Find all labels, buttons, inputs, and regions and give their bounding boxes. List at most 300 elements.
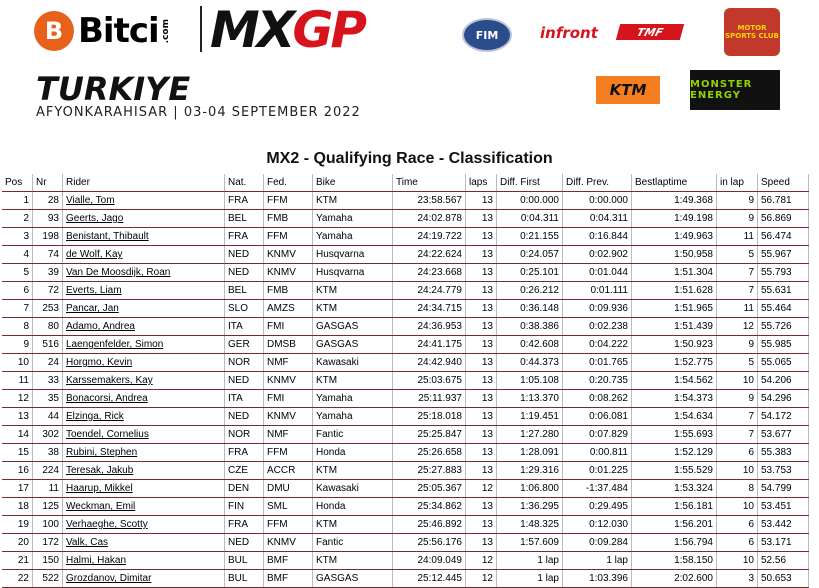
- table-row: [2, 480, 809, 498]
- table-row: [2, 336, 809, 354]
- bike-cell: GASGAS: [313, 318, 393, 336]
- nr-cell: 74: [33, 246, 63, 264]
- fed-cell: DMSB: [264, 336, 313, 354]
- bestlaptime-cell: 1:54.634: [632, 408, 717, 426]
- fed-cell: FMI: [264, 318, 313, 336]
- rider-link[interactable]: Haarup, Mikkel: [63, 480, 225, 498]
- nr-cell: 44: [33, 408, 63, 426]
- speed-cell: 56.474: [758, 228, 809, 246]
- nat-cell: BUL: [225, 552, 264, 570]
- col-nat: Nat.: [225, 174, 264, 192]
- rider-link[interactable]: Halmi, Hakan: [63, 552, 225, 570]
- logo-divider: [200, 6, 202, 52]
- bestlaptime-cell: 1:56.201: [632, 516, 717, 534]
- diff-first-cell: 1:29.316: [497, 462, 563, 480]
- bestlaptime-cell: 1:53.324: [632, 480, 717, 498]
- bike-cell: Honda: [313, 498, 393, 516]
- diff-prev-cell: 0:09.284: [563, 534, 632, 552]
- nat-cell: BEL: [225, 282, 264, 300]
- nat-cell: BEL: [225, 210, 264, 228]
- motor-sports-club-logo: MOTOR SPORTS CLUB: [724, 8, 780, 56]
- nat-cell: NED: [225, 534, 264, 552]
- time-cell: 25:25.847: [393, 426, 466, 444]
- in-lap-cell: 11: [717, 228, 758, 246]
- diff-prev-cell: 0:12.030: [563, 516, 632, 534]
- diff-prev-cell: 0:01.225: [563, 462, 632, 480]
- in-lap-cell: 10: [717, 498, 758, 516]
- bike-cell: GASGAS: [313, 570, 393, 588]
- bestlaptime-cell: 1:50.923: [632, 336, 717, 354]
- ktm-logo: KTM: [596, 76, 660, 104]
- time-cell: 23:58.567: [393, 192, 466, 210]
- table-row: [2, 210, 809, 228]
- speed-cell: 55.967: [758, 246, 809, 264]
- table-row: [2, 534, 809, 552]
- bestlaptime-cell: 1:51.439: [632, 318, 717, 336]
- diff-prev-cell: -1:37.484: [563, 480, 632, 498]
- nr-cell: 72: [33, 282, 63, 300]
- rider-link[interactable]: Laengenfelder, Simon: [63, 336, 225, 354]
- laps-cell: 13: [466, 192, 497, 210]
- speed-cell: 55.726: [758, 318, 809, 336]
- laps-cell: 13: [466, 354, 497, 372]
- speed-cell: 53.171: [758, 534, 809, 552]
- laps-cell: 13: [466, 516, 497, 534]
- event-title: TURKIYE: [36, 70, 191, 108]
- col-fed: Fed.: [264, 174, 313, 192]
- laps-cell: 13: [466, 462, 497, 480]
- table-row: [2, 300, 809, 318]
- pos-cell: 6: [2, 282, 33, 300]
- table-row: [2, 462, 809, 480]
- in-lap-cell: 10: [717, 372, 758, 390]
- rider-link[interactable]: Everts, Liam: [63, 282, 225, 300]
- bike-cell: Yamaha: [313, 390, 393, 408]
- time-cell: 24:41.175: [393, 336, 466, 354]
- laps-cell: 13: [466, 318, 497, 336]
- pos-cell: 22: [2, 570, 33, 588]
- diff-first-cell: 1:06.800: [497, 480, 563, 498]
- bike-cell: GASGAS: [313, 336, 393, 354]
- fed-cell: FFM: [264, 516, 313, 534]
- time-cell: 24:42.940: [393, 354, 466, 372]
- in-lap-cell: 7: [717, 264, 758, 282]
- rider-link[interactable]: Verhaeghe, Scotty: [63, 516, 225, 534]
- pos-cell: 20: [2, 534, 33, 552]
- speed-cell: 53.451: [758, 498, 809, 516]
- pos-cell: 9: [2, 336, 33, 354]
- nat-cell: FRA: [225, 516, 264, 534]
- laps-cell: 13: [466, 336, 497, 354]
- classification-rows: [2, 192, 809, 588]
- in-lap-cell: 10: [717, 552, 758, 570]
- pos-cell: 2: [2, 210, 33, 228]
- pos-cell: 11: [2, 372, 33, 390]
- fim-logo: FIM: [462, 18, 512, 52]
- laps-cell: 13: [466, 372, 497, 390]
- bitci-wordmark: Bitci: [78, 11, 159, 51]
- in-lap-cell: 7: [717, 408, 758, 426]
- speed-cell: 55.065: [758, 354, 809, 372]
- bike-cell: Kawasaki: [313, 354, 393, 372]
- table-row: [2, 498, 809, 516]
- nat-cell: GER: [225, 336, 264, 354]
- infront-logo: infront: [540, 24, 598, 42]
- pos-cell: 7: [2, 300, 33, 318]
- nat-cell: BUL: [225, 570, 264, 588]
- bestlaptime-cell: 1:56.181: [632, 498, 717, 516]
- nr-cell: 93: [33, 210, 63, 228]
- bestlaptime-cell: 1:49.368: [632, 192, 717, 210]
- diff-first-cell: 0:38.386: [497, 318, 563, 336]
- fed-cell: DMU: [264, 480, 313, 498]
- nr-cell: 33: [33, 372, 63, 390]
- diff-first-cell: 1 lap: [497, 552, 563, 570]
- pos-cell: 5: [2, 264, 33, 282]
- pos-cell: 1: [2, 192, 33, 210]
- rider-link[interactable]: Van De Moosdijk, Roan: [63, 264, 225, 282]
- mxgp-logo: [210, 1, 364, 59]
- bike-cell: Yamaha: [313, 408, 393, 426]
- nr-cell: 39: [33, 264, 63, 282]
- col-speed: Speed: [758, 174, 809, 192]
- bestlaptime-cell: 1:51.304: [632, 264, 717, 282]
- laps-cell: 13: [466, 228, 497, 246]
- rider-link[interactable]: Valk, Cas: [63, 534, 225, 552]
- rider-link[interactable]: Elzinga, Rick: [63, 408, 225, 426]
- rider-link[interactable]: Weckman, Emil: [63, 498, 225, 516]
- bestlaptime-cell: 1:49.198: [632, 210, 717, 228]
- bike-cell: KTM: [313, 300, 393, 318]
- time-cell: 25:05.367: [393, 480, 466, 498]
- speed-cell: 55.464: [758, 300, 809, 318]
- mxgp-mx: MX: [210, 1, 293, 59]
- fed-cell: FFM: [264, 228, 313, 246]
- nat-cell: FRA: [225, 444, 264, 462]
- nat-cell: NED: [225, 246, 264, 264]
- fed-cell: FFM: [264, 444, 313, 462]
- bike-cell: Kawasaki: [313, 480, 393, 498]
- diff-first-cell: 1:13.370: [497, 390, 563, 408]
- diff-prev-cell: 1:03.396: [563, 570, 632, 588]
- in-lap-cell: 11: [717, 300, 758, 318]
- fed-cell: FMB: [264, 282, 313, 300]
- bike-cell: KTM: [313, 282, 393, 300]
- event-subtitle: AFYONKARAHISAR | 03-04 SEPTEMBER 2022: [36, 105, 361, 120]
- pos-cell: 15: [2, 444, 33, 462]
- speed-cell: 55.631: [758, 282, 809, 300]
- diff-prev-cell: 0:29.495: [563, 498, 632, 516]
- classification-table: [2, 174, 809, 588]
- diff-first-cell: 0:42.608: [497, 336, 563, 354]
- rider-link[interactable]: de Wolf, Kay: [63, 246, 225, 264]
- pos-cell: 8: [2, 318, 33, 336]
- laps-cell: 13: [466, 282, 497, 300]
- table-header-row: [2, 174, 809, 192]
- in-lap-cell: 9: [717, 210, 758, 228]
- table-row: [2, 354, 809, 372]
- time-cell: 25:26.658: [393, 444, 466, 462]
- bestlaptime-cell: 1:52.129: [632, 444, 717, 462]
- fed-cell: FMI: [264, 390, 313, 408]
- rider-link[interactable]: Toendel, Cornelius: [63, 426, 225, 444]
- bestlaptime-cell: 1:51.965: [632, 300, 717, 318]
- pos-cell: 17: [2, 480, 33, 498]
- diff-prev-cell: 0:01.044: [563, 264, 632, 282]
- bestlaptime-cell: 1:52.775: [632, 354, 717, 372]
- col-diff-prev: Diff. Prev.: [563, 174, 632, 192]
- laps-cell: 12: [466, 570, 497, 588]
- diff-prev-cell: 0:01.765: [563, 354, 632, 372]
- diff-prev-cell: 0:02.238: [563, 318, 632, 336]
- in-lap-cell: 9: [717, 390, 758, 408]
- nat-cell: NOR: [225, 426, 264, 444]
- diff-first-cell: 1:57.609: [497, 534, 563, 552]
- tmf-logo: TMF: [616, 24, 684, 40]
- fed-cell: KNMV: [264, 264, 313, 282]
- rider-link[interactable]: Rubini, Stephen: [63, 444, 225, 462]
- fed-cell: BMF: [264, 570, 313, 588]
- bestlaptime-cell: 1:58.150: [632, 552, 717, 570]
- nr-cell: 302: [33, 426, 63, 444]
- pos-cell: 19: [2, 516, 33, 534]
- bike-cell: KTM: [313, 516, 393, 534]
- rider-link[interactable]: Karssemakers, Kay: [63, 372, 225, 390]
- nr-cell: 35: [33, 390, 63, 408]
- nat-cell: ITA: [225, 390, 264, 408]
- table-row: [2, 516, 809, 534]
- nat-cell: FIN: [225, 498, 264, 516]
- fed-cell: FFM: [264, 192, 313, 210]
- bike-cell: Yamaha: [313, 210, 393, 228]
- bike-cell: KTM: [313, 552, 393, 570]
- time-cell: 25:12.445: [393, 570, 466, 588]
- diff-first-cell: 0:21.155: [497, 228, 563, 246]
- in-lap-cell: 12: [717, 318, 758, 336]
- table-row: [2, 372, 809, 390]
- diff-prev-cell: 0:08.262: [563, 390, 632, 408]
- nr-cell: 224: [33, 462, 63, 480]
- pos-cell: 16: [2, 462, 33, 480]
- time-cell: 24:23.668: [393, 264, 466, 282]
- fed-cell: BMF: [264, 552, 313, 570]
- in-lap-cell: 7: [717, 426, 758, 444]
- diff-first-cell: 1:19.451: [497, 408, 563, 426]
- bestlaptime-cell: 2:02.600: [632, 570, 717, 588]
- speed-cell: 54.296: [758, 390, 809, 408]
- time-cell: 24:24.779: [393, 282, 466, 300]
- bike-cell: Fantic: [313, 534, 393, 552]
- pos-cell: 12: [2, 390, 33, 408]
- table-row: [2, 552, 809, 570]
- time-cell: 25:34.862: [393, 498, 466, 516]
- in-lap-cell: 7: [717, 282, 758, 300]
- nr-cell: 38: [33, 444, 63, 462]
- diff-prev-cell: 0:07.829: [563, 426, 632, 444]
- time-cell: 25:56.176: [393, 534, 466, 552]
- nat-cell: NED: [225, 264, 264, 282]
- speed-cell: 54.172: [758, 408, 809, 426]
- nat-cell: ITA: [225, 318, 264, 336]
- nat-cell: NOR: [225, 354, 264, 372]
- time-cell: 25:27.883: [393, 462, 466, 480]
- bestlaptime-cell: 1:49.963: [632, 228, 717, 246]
- in-lap-cell: 6: [717, 534, 758, 552]
- bitci-domain: .com: [160, 18, 171, 44]
- speed-cell: 55.793: [758, 264, 809, 282]
- col-pos: Pos: [2, 174, 33, 192]
- bike-cell: Husqvarna: [313, 246, 393, 264]
- bestlaptime-cell: 1:54.373: [632, 390, 717, 408]
- col-in-lap: in lap: [717, 174, 758, 192]
- pos-cell: 21: [2, 552, 33, 570]
- nat-cell: DEN: [225, 480, 264, 498]
- in-lap-cell: 8: [717, 480, 758, 498]
- laps-cell: 12: [466, 480, 497, 498]
- fed-cell: KNMV: [264, 246, 313, 264]
- nr-cell: 11: [33, 480, 63, 498]
- in-lap-cell: 5: [717, 246, 758, 264]
- laps-cell: 13: [466, 300, 497, 318]
- diff-first-cell: 0:00.000: [497, 192, 563, 210]
- speed-cell: 56.869: [758, 210, 809, 228]
- nr-cell: 253: [33, 300, 63, 318]
- fed-cell: SML: [264, 498, 313, 516]
- in-lap-cell: 9: [717, 192, 758, 210]
- col-rider: Rider: [63, 174, 225, 192]
- speed-cell: 52.56: [758, 552, 809, 570]
- fed-cell: KNMV: [264, 408, 313, 426]
- fed-cell: NMF: [264, 426, 313, 444]
- bike-cell: KTM: [313, 462, 393, 480]
- col-laps: laps: [466, 174, 497, 192]
- diff-first-cell: 0:26.212: [497, 282, 563, 300]
- speed-cell: 54.799: [758, 480, 809, 498]
- diff-prev-cell: 0:00.000: [563, 192, 632, 210]
- nat-cell: NED: [225, 408, 264, 426]
- time-cell: 24:22.624: [393, 246, 466, 264]
- col-diff-first: Diff. First: [497, 174, 563, 192]
- col-bike: Bike: [313, 174, 393, 192]
- nr-cell: 150: [33, 552, 63, 570]
- in-lap-cell: 6: [717, 444, 758, 462]
- rider-link[interactable]: Teresak, Jakub: [63, 462, 225, 480]
- time-cell: 24:19.722: [393, 228, 466, 246]
- nr-cell: 125: [33, 498, 63, 516]
- nr-cell: 100: [33, 516, 63, 534]
- time-cell: 25:46.892: [393, 516, 466, 534]
- rider-link[interactable]: Horgmo, Kevin: [63, 354, 225, 372]
- bestlaptime-cell: 1:55.693: [632, 426, 717, 444]
- speed-cell: 54.206: [758, 372, 809, 390]
- table-row: [2, 264, 809, 282]
- laps-cell: 13: [466, 444, 497, 462]
- bestlaptime-cell: 1:56.794: [632, 534, 717, 552]
- nr-cell: 24: [33, 354, 63, 372]
- pos-cell: 10: [2, 354, 33, 372]
- diff-first-cell: 1 lap: [497, 570, 563, 588]
- laps-cell: 13: [466, 264, 497, 282]
- in-lap-cell: 5: [717, 354, 758, 372]
- diff-prev-cell: 0:06.081: [563, 408, 632, 426]
- bike-cell: Fantic: [313, 426, 393, 444]
- laps-cell: 13: [466, 534, 497, 552]
- table-row: [2, 192, 809, 210]
- bitci-logo: [34, 10, 171, 52]
- monster-energy-logo: MONSTER ENERGY: [690, 70, 780, 110]
- table-row: [2, 246, 809, 264]
- fed-cell: ACCR: [264, 462, 313, 480]
- rider-link[interactable]: Bonacorsi, Andrea: [63, 390, 225, 408]
- bike-cell: Honda: [313, 444, 393, 462]
- col-bestlaptime: Bestlaptime: [632, 174, 717, 192]
- speed-cell: 53.753: [758, 462, 809, 480]
- laps-cell: 13: [466, 498, 497, 516]
- in-lap-cell: 9: [717, 336, 758, 354]
- speed-cell: 50.653: [758, 570, 809, 588]
- diff-prev-cell: 0:01.111: [563, 282, 632, 300]
- rider-link[interactable]: Grozdanov, Dimitar: [63, 570, 225, 588]
- laps-cell: 13: [466, 210, 497, 228]
- rider-link[interactable]: Pancar, Jan: [63, 300, 225, 318]
- laps-cell: 13: [466, 426, 497, 444]
- pos-cell: 14: [2, 426, 33, 444]
- nat-cell: NED: [225, 372, 264, 390]
- nat-cell: FRA: [225, 192, 264, 210]
- diff-first-cell: 1:05.108: [497, 372, 563, 390]
- rider-link[interactable]: Geerts, Jago: [63, 210, 225, 228]
- rider-link[interactable]: Benistant, Thibault: [63, 228, 225, 246]
- table-row: [2, 390, 809, 408]
- diff-first-cell: 0:25.101: [497, 264, 563, 282]
- session-title: MX2 - Qualifying Race - Classification: [266, 150, 553, 167]
- diff-first-cell: 1:28.091: [497, 444, 563, 462]
- bestlaptime-cell: 1:51.628: [632, 282, 717, 300]
- nr-cell: 172: [33, 534, 63, 552]
- bike-cell: Husqvarna: [313, 264, 393, 282]
- diff-prev-cell: 0:04.222: [563, 336, 632, 354]
- bestlaptime-cell: 1:54.562: [632, 372, 717, 390]
- table-row: [2, 228, 809, 246]
- rider-link[interactable]: Vialle, Tom: [63, 192, 225, 210]
- col-nr: Nr: [33, 174, 63, 192]
- laps-cell: 13: [466, 246, 497, 264]
- bike-cell: KTM: [313, 192, 393, 210]
- diff-prev-cell: 0:04.311: [563, 210, 632, 228]
- bike-cell: Yamaha: [313, 228, 393, 246]
- bestlaptime-cell: 1:50.958: [632, 246, 717, 264]
- rider-link[interactable]: Adamo, Andrea: [63, 318, 225, 336]
- diff-prev-cell: 0:00.811: [563, 444, 632, 462]
- pos-cell: 3: [2, 228, 33, 246]
- fed-cell: KNMV: [264, 372, 313, 390]
- laps-cell: 12: [466, 552, 497, 570]
- table-row: [2, 444, 809, 462]
- in-lap-cell: 3: [717, 570, 758, 588]
- speed-cell: 55.985: [758, 336, 809, 354]
- diff-first-cell: 0:36.148: [497, 300, 563, 318]
- nat-cell: CZE: [225, 462, 264, 480]
- diff-first-cell: 0:24.057: [497, 246, 563, 264]
- mxgp-gp: GP: [292, 1, 364, 59]
- speed-cell: 53.442: [758, 516, 809, 534]
- fed-cell: NMF: [264, 354, 313, 372]
- speed-cell: 53.677: [758, 426, 809, 444]
- fed-cell: FMB: [264, 210, 313, 228]
- bike-cell: KTM: [313, 372, 393, 390]
- diff-first-cell: 0:44.373: [497, 354, 563, 372]
- diff-prev-cell: 0:20.735: [563, 372, 632, 390]
